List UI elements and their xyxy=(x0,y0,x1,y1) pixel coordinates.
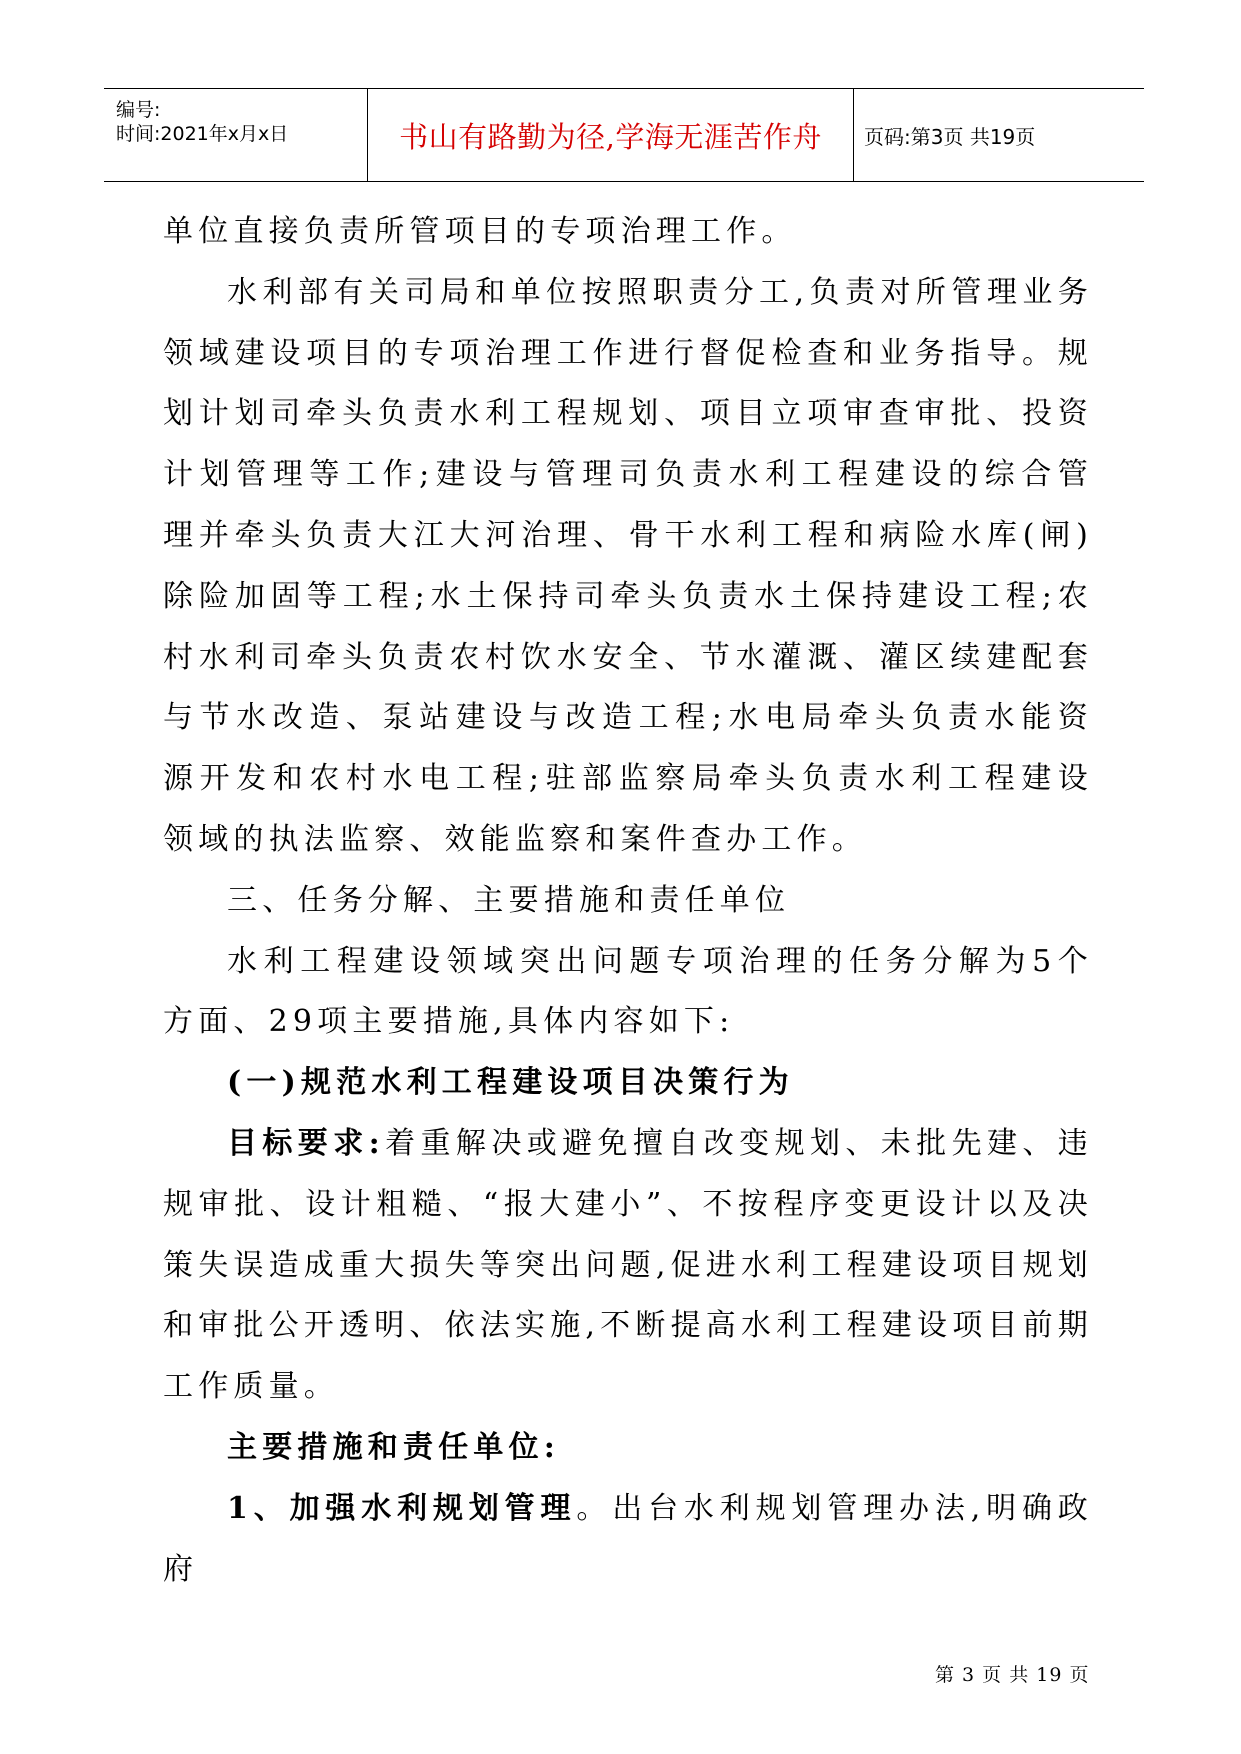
document-number-label: 编号: xyxy=(116,99,161,121)
paragraph-continuation: 单位直接负责所管项目的专项治理工作。 xyxy=(163,214,797,249)
header-page-info: 页码:第3页 共19页 xyxy=(864,124,1036,149)
section-heading-three: 三、任务分解、主要措施和责任单位 xyxy=(227,882,791,918)
document-body xyxy=(163,202,1093,1600)
header-motto-cell xyxy=(368,89,854,181)
measure-one-title: 1、加强水利规划管理 xyxy=(227,1490,577,1526)
goal-requirements-label: 目标要求: xyxy=(227,1125,385,1161)
document-header xyxy=(104,88,1144,182)
header-motto: 书山有路勤为径,学海无涯苦作舟 xyxy=(399,119,822,154)
goal-requirements-text: 着重解决或避免擅自改变规划、未批先建、违规审批、设计粗糙、“报大建小”、不按程序变更设计以及决策失误造成重大损失等突出问题,促进水利工程建设项目规划和审批公开透明、依法实施,不断提高水利工程建设项目前期工作质量。 xyxy=(163,1125,1094,1405)
paragraph-measure-one xyxy=(163,1479,1093,1601)
header-meta-cell xyxy=(104,89,368,181)
measures-heading: 主要措施和责任单位: xyxy=(227,1429,561,1465)
paragraph-task-breakdown: 水利工程建设领域突出问题专项治理的任务分解为5个方面、29项主要措施,具体内容如下: xyxy=(163,943,1093,1040)
paragraph-goal-requirements xyxy=(163,1114,1093,1418)
measure-one-text: 。出台水利规划管理办法,明确政府 xyxy=(163,1490,1093,1587)
document-time-label: 时间:2021年x月x日 xyxy=(116,123,289,145)
subsection-heading-one: (一)规范水利工程建设项目决策行为 xyxy=(227,1065,794,1101)
header-page-cell xyxy=(854,89,1144,181)
paragraph-responsibilities: 水利部有关司局和单位按照职责分工,负责对所管理业务领域建设项目的专项治理工作进行督促检查和业务指导。规划计划司牵头负责水利工程规划、项目立项审查审批、投资计划管理等工作;建设与管理司负责水利工程建设的综合管理并牵头负责大江大河治理、骨干水利工程和病险水库(闸)除险加固等工程;水土保持司牵头负责水土保持建设工程;农村水利司牵头负责农村饮水安全、节水灌溉、灌区续建配套与节水改造、泵站建设与改造工程;水电局牵头负责水能资源开发和农村水电工程;驻部监察局牵头负责水利工程建设领域的执法监察、效能监察和案件查办工作。 xyxy=(163,274,1093,857)
page-footer: 第 3 页 共 19 页 xyxy=(935,1664,1090,1686)
